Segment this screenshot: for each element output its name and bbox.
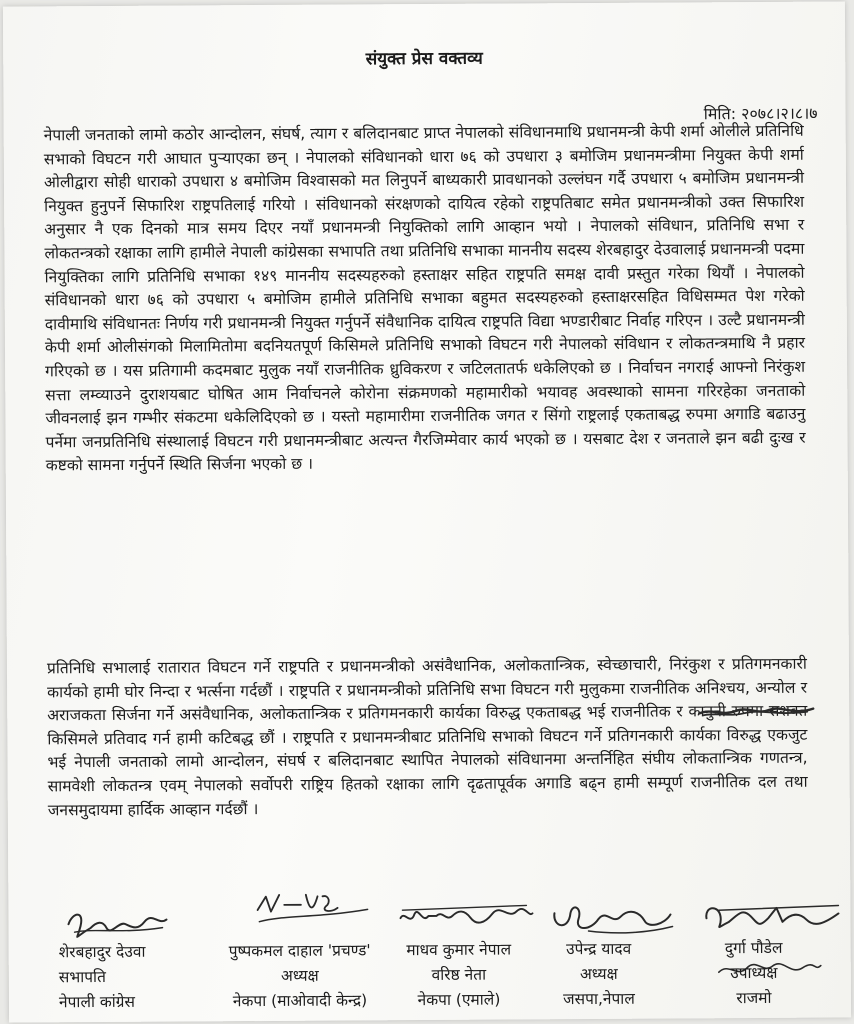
signatory-party: नेपाली कांग्रेस: [58, 992, 136, 1012]
paragraph-2: प्रतिनिधि सभालाई रातारात विघटन गर्ने राष्ट्रपति र प्रधानमन्त्रीको असंवैधानिक, अलोकतान्त्रिक, स्वेच्छाचारी, निरंकुश र प्रतिगमनकारी कार्यको हामी घोर निन्दा र भर्त्सना गर्दछौं । राष्ट्रपति र प्रधानमन्त्रीको प्रतिनिधि सभा विघटन गरी मुलुकमा राजनीतिक अनिश्चय, अन्योल र अराजकता सिर्जना गर्ने असंवैधानिक, अलोकतान्त्रिक र प्रतिगमनकारी कार्यका विरुद्ध एकताबद्ध भई राजनीतिक र कानुनी रुपमा सशक्त किसिमले प्रतिवाद गर्न हामी कटिबद्ध छौं । राष्ट्रपति र प्रधानमन्त्रीबाट प्रतिनिधि सभाको विघटन गर्ने प्रतिगनकारी कार्यका विरुद्ध एकजुट भई नेपाली जनताको लामो आन्दोलन, संघर्ष र बलिदानबाट स्थापित नेपालको संविधानमा अन्तर्निहित संघीय लोकतान्त्रिक गणतन्त्र, सामवेशी लोकतन्त्र एवम् नेपालको सर्वोपरी राष्ट्रिय हितको रक्षाका लागि दृढतापूर्वक अगाडि बढ्न हामी सम्पूर्ण राजनीतिक दल तथा जनसमुदायमा हार्दिक आव्हान गर्दछौं ।: [46, 654, 808, 819]
signatory-name: पुष्पकमल दाहाल 'प्रचण्ड': [228, 941, 371, 961]
signatory-4: [529, 937, 669, 1013]
signature-2: [238, 884, 388, 935]
signatory-title: अध्यक्ष: [280, 966, 319, 985]
signatory-name: दुर्गा पौडेल: [724, 938, 783, 958]
signatory-title: वरिष्ठ नेता: [431, 965, 487, 984]
signatory-3: [389, 937, 529, 1013]
signatory-title: अध्यक्ष: [579, 964, 618, 984]
document-date: मिति: २०७८।२।८।७: [703, 103, 818, 124]
signatory-title: उपाध्यक्ष: [730, 963, 778, 983]
signatory-party: नेकपा (एमाले): [417, 990, 501, 1010]
signatory-party: जसपा,नेपाल: [563, 989, 635, 1009]
paragraph-1: नेपाली जनताको लामो कठोर आन्दोलन, संघर्ष, त्याग र बलिदानबाट प्राप्त नेपालको संविधानमाथि प्रधानमन्त्री केपी शर्मा ओलीले प्रतिनिधि सभाको विघटन गरी आघात पुर्‍याएका छन् । नेपालको संविधानको धारा ७६ को उपधारा ३ बमोजिम प्रधानमन्त्रीमा नियुक्त केपी शर्मा ओलीद्वारा सोही धाराको उपधारा ४ बमोजिम विश्वासको मत लिनुपर्ने बाध्यकारी प्रावधानको उल्लंघन गर्दै उपधारा ५ बमोजिम प्रधानमन्त्री नियुक्त हुनुपर्ने सिफारिश राष्ट्रपतिलाई गरियो । संविधानको संरक्षणको दायित्व रहेको राष्ट्रपतिबाट समेत प्रधानमन्त्रीको उक्त सिफारिश अनुसार नै एक दिनको मात्र समय दिएर नयाँ प्रधानमन्त्री नियुक्तिको लागि आव्हान भयो । नेपालको संविधान, प्रतिनिधि सभा र लोकतन्त्रको रक्षाका लागि हामीले नेपाली कांग्रेसका सभापति तथा प्रतिनिधि सभाका माननीय सदस्य शेरबहादुर देउवालाई प्रधानमन्त्री पदमा नियुक्तिका लागि प्रतिनिधि सभाका १४९ माननीय सदस्यहरुको हस्ताक्षर सहित राष्ट्रपति समक्ष दावी प्रस्तुत गरेका थियौं । नेपालको संविधानको धारा ७६ को उपधारा ५ बमोजिम हामीले प्रतिनिधि सभाका बहुमत सदस्यहरुको हस्ताक्षरसहित विधिसम्मत पेश गरेको दावीमाथि संविधानतः निर्णय गरी प्रधानमन्त्री नियुक्त गर्नुपर्ने संवैधानिक दायित्व राष्ट्रपति विद्या भण्डारीबाट निर्वाह गरिएन । उल्टै प्रधानमन्त्री केपी शर्मा ओलीसंगको मिलामितोमा बदनियतपूर्ण किसिमले प्रतिनिधि सभाको विघटन गरी नेपालको संविधान र लोकतन्त्रमाथि नै प्रहार गरिएको छ । यस प्रतिगामी कदमबाट मुलुक नयाँ राजनीतिक ध्रुविकरण र जटिलतातर्फ धकेलिएको छ । निर्वाचन नगराई आफ्नो निरंकुश सत्ता लम्व्याउने दुराशयबाट घोषित आम निर्वाचनले कोरोना संक्रमणको महामारीको भयावह अवस्थाको सामना गरिरहेका जनताको जीवनलाई झन गम्भीर संकटमा धकेलिदिएको छ । यस्तो महामारीमा राजनीतिक जगत र सिंगो राष्ट्रलाई एकताबद्ध रुपमा अगाडि बढाउनु पर्नेमा जनप्रतिनिधि संस्थालाई विघटन गरी प्रधानमन्त्रीबाट अत्यन्त गैरजिम्मेवार कार्य भएको छ । यसबाट देश र जनताले झन बढी दुःख र कष्टको सामना गर्नुपर्ने स्थिति सिर्जना भएको छ ।: [43, 121, 806, 475]
document-title: संयुक्त प्रेस वक्तव्य: [365, 48, 483, 70]
signatory-5: [679, 936, 829, 1012]
signatory-party: नेकपा (माओवादी केन्द्र): [232, 991, 368, 1011]
strike-through-scribble: [697, 704, 815, 721]
signatory-title: सभापति: [58, 967, 106, 987]
signatory-1: [59, 939, 199, 1015]
signatory-name: उपेन्द्र यादव: [566, 939, 632, 959]
signatory-party: राजमो: [736, 988, 772, 1008]
signatory-name: माधव कुमार नेपाल: [406, 940, 512, 960]
letter-page: [3, 1, 851, 1022]
signatory-2: [195, 938, 405, 1014]
signatory-name: शेरबहादुर देउवा: [58, 942, 146, 962]
